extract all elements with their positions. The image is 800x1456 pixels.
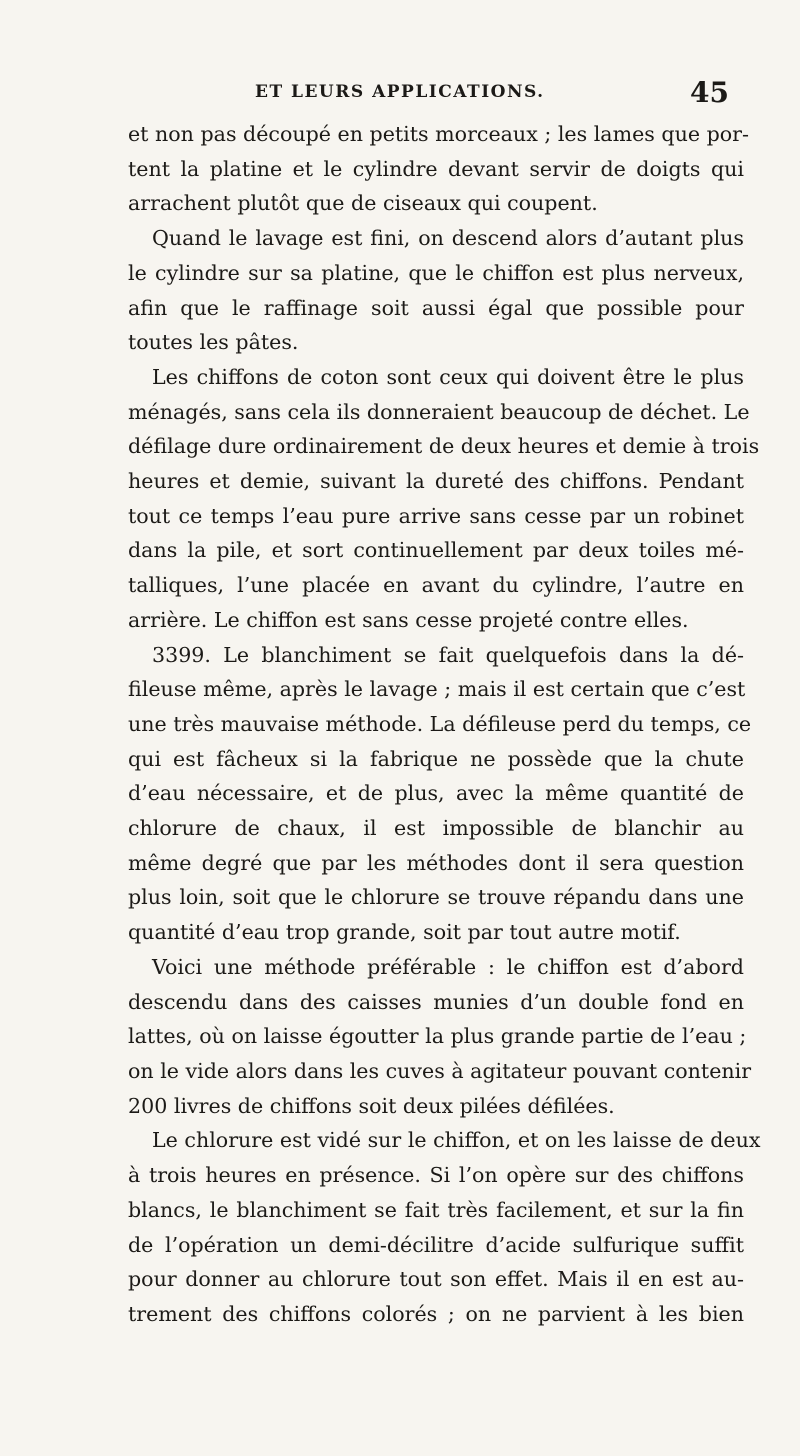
text-line: pour donner au chlorure tout son effet. Mais il en est au- (128, 1267, 744, 1292)
text-line: tent la platine et le cylindre devant servir de doigts qui (128, 156, 744, 181)
text-line: plus loin, soit que le chlorure se trouve répandu dans une (128, 885, 744, 910)
text-line: Voici une méthode préférable : le chiffon est d’abord (152, 954, 744, 979)
text-line: descendu dans des caisses munies d’un double fond en (128, 989, 744, 1014)
page-header (0, 76, 800, 116)
text-line: 200 livres de chiffons soit deux pilées défilées. (128, 1093, 615, 1118)
text-line: qui est fâcheux si la fabrique ne possède que la chute (128, 746, 744, 771)
text-line: talliques, l’une placée en avant du cylindre, l’autre en (128, 573, 744, 598)
text-line: et non pas découpé en petits morceaux ; les lames que por- (128, 122, 749, 146)
text-line: le cylindre sur sa platine, que le chiffon est plus nerveux, (128, 260, 744, 285)
text-line: Les chiffons de coton sont ceux qui doivent être le plus (152, 364, 744, 389)
text-line: dans la pile, et sort continuellement par deux toiles mé- (128, 538, 744, 563)
text-line: on le vide alors dans les cuves à agitateur pouvant contenir (128, 1058, 752, 1083)
text-line: arrachent plutôt que de ciseaux qui coupent. (128, 191, 598, 216)
text-line: toutes les pâtes. (128, 330, 299, 355)
text-line: une très mauvaise méthode. La défileuse perd du temps, ce (128, 711, 752, 736)
text-line: d’eau nécessaire, et de plus, avec la même quantité de (128, 781, 744, 806)
text-line: fileuse même, après le lavage ; mais il est certain que c’est (128, 677, 746, 702)
text-line: ménagés, sans cela ils donneraient beaucoup de déchet. Le (128, 399, 750, 424)
text-line: quantité d’eau trop grande, soit par tout autre motif. (128, 920, 681, 945)
text-line: lattes, où on laisse égoutter la plus grande partie de l’eau ; (128, 1024, 747, 1049)
text-line: tout ce temps l’eau pure arrive sans cesse par un robinet (128, 503, 744, 528)
text-line: 3399. Le blanchiment se fait quelquefois dans la dé- (152, 642, 744, 667)
text-line: de l’opération un demi-décilitre d’acide sulfurique suffit (128, 1232, 744, 1257)
text-line: trement des chiffons colorés ; on ne parvient à les bien (128, 1301, 744, 1326)
running-head: ET LEURS APPLICATIONS. (255, 82, 545, 102)
text-line: heures et demie, suivant la dureté des chiffons. Pendant (128, 469, 744, 494)
text-line: arrière. Le chiffon est sans cesse projeté contre elles. (128, 607, 689, 632)
text-line: défilage dure ordinairement de deux heures et demie à trois (128, 434, 760, 459)
text-line: Le chlorure est vidé sur le chiffon, et on les laisse de deux (152, 1128, 761, 1153)
text-line: blancs, le blanchiment se fait très facilement, et sur la fin (128, 1197, 744, 1222)
text-line: Quand le lavage est fini, on descend alors d’autant plus (152, 226, 744, 251)
text-line: chlorure de chaux, il est impossible de blanchir au (128, 816, 744, 841)
text-line: même degré que par les méthodes dont il sera question (128, 850, 744, 875)
body-text (128, 117, 761, 1332)
text-line: afin que le raffinage soit aussi égal que possible pour (128, 295, 744, 320)
text-line: à trois heures en présence. Si l’on opère sur des chiffons (128, 1163, 744, 1188)
page-number: 45 (690, 76, 729, 109)
